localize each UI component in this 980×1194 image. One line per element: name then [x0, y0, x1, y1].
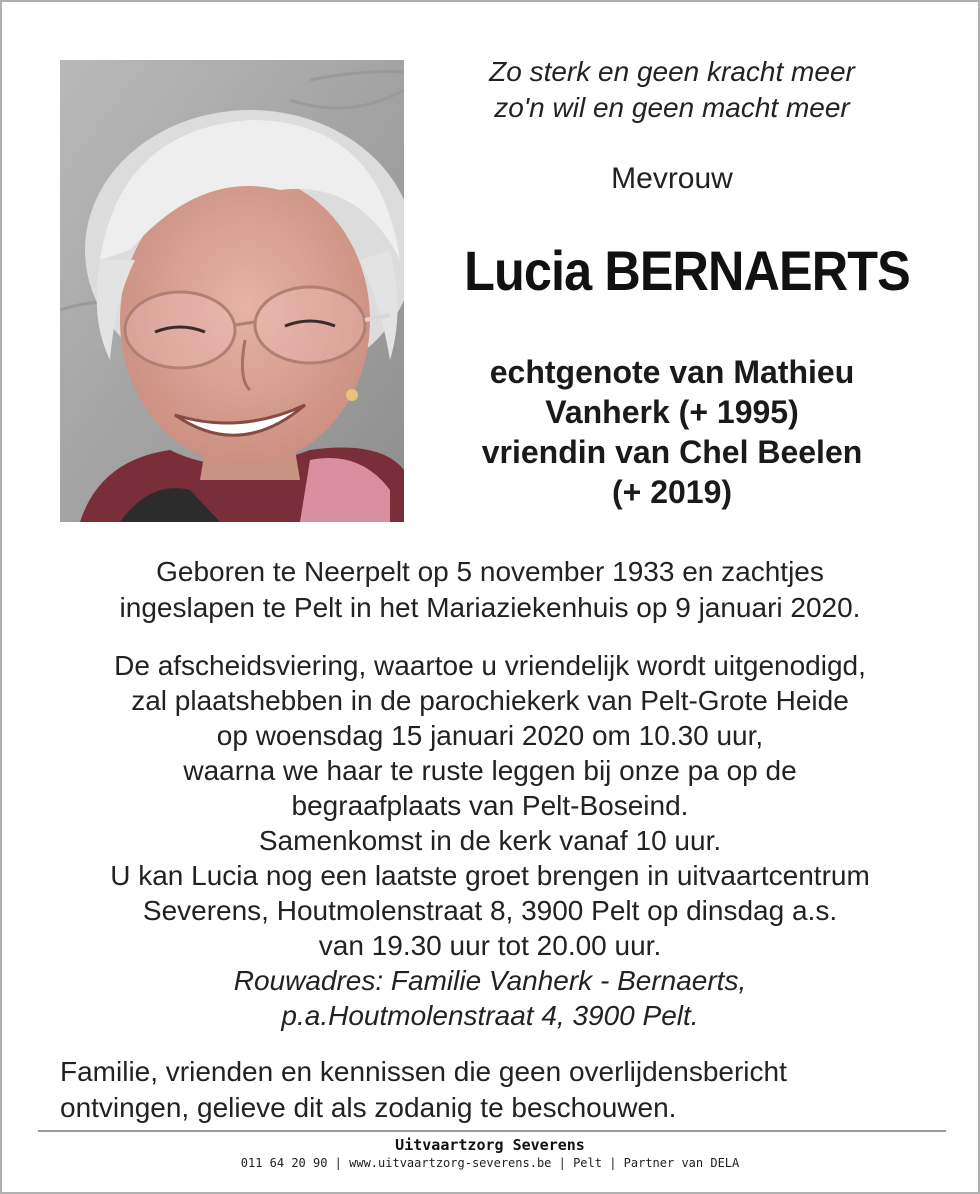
birth-line: ingeslapen te Pelt in het Mariaziekenhuis op 9 januari 2020.	[119, 592, 861, 623]
quote-line: zo'n wil en geen macht meer	[494, 92, 850, 123]
ceremony-line: De afscheidsviering, waartoe u vriendelijk wordt uitgenodigd,	[114, 650, 866, 681]
mourning-address-line: p.a.Houtmolenstraat 4, 3900 Pelt.	[281, 1000, 699, 1031]
relation-line: Vanherk (+ 1995)	[545, 394, 799, 430]
ceremony-line: van 19.30 uur tot 20.00 uur.	[318, 930, 662, 961]
ceremony-line: waarna we haar te ruste leggen bij onze pa op de	[183, 755, 797, 786]
ceremony-line: Samenkomst in de kerk vanaf 10 uur.	[258, 825, 722, 856]
notice-line: ontvingen, gelieve dit als zodanig te beschouwen.	[60, 1092, 677, 1123]
relation-line: echtgenote van Mathieu	[489, 354, 855, 390]
birth-line: Geboren te Neerpelt op 5 november 1933 en zachtjes	[156, 556, 824, 587]
footer-divider	[38, 1130, 946, 1132]
deceased-name: Lucia BERNAERTS	[464, 239, 910, 302]
notice-line: Familie, vrienden en kennissen die geen overlijdensbericht	[60, 1056, 787, 1087]
ceremony-info	[2, 648, 978, 1033]
portrait-photo	[60, 60, 404, 522]
mourning-address-line: Rouwadres: Familie Vanherk - Bernaerts,	[233, 965, 747, 996]
birth-death-info	[2, 554, 978, 626]
ceremony-line: zal plaatshebben in de parochiekerk van Pelt-Grote Heide	[131, 685, 849, 716]
ceremony-line: Severens, Houtmolenstraat 8, 3900 Pelt op dinsdag a.s.	[142, 895, 838, 926]
funeral-home-contact: 011 64 20 90 | www.uitvaartzorg-severens.be | Pelt | Partner van DELA	[240, 1156, 740, 1170]
ceremony-line: op woensdag 15 januari 2020 om 10.30 uur,	[216, 720, 764, 751]
funeral-home-name: Uitvaartzorg Severens	[395, 1136, 585, 1154]
honorific: Mevrouw	[611, 162, 733, 195]
relations	[432, 352, 912, 512]
ceremony-line: begraafplaats van Pelt-Boseind.	[291, 790, 689, 821]
portrait-image	[60, 60, 404, 522]
quote-line: Zo sterk en geen kracht meer	[489, 56, 855, 87]
ceremony-line: U kan Lucia nog een laatste groet brengen in uitvaartcentrum	[110, 860, 870, 891]
quote	[432, 54, 912, 126]
notice	[60, 1054, 940, 1126]
relation-line: vriendin van Chel Beelen	[481, 434, 863, 470]
relation-line: (+ 2019)	[611, 474, 733, 510]
